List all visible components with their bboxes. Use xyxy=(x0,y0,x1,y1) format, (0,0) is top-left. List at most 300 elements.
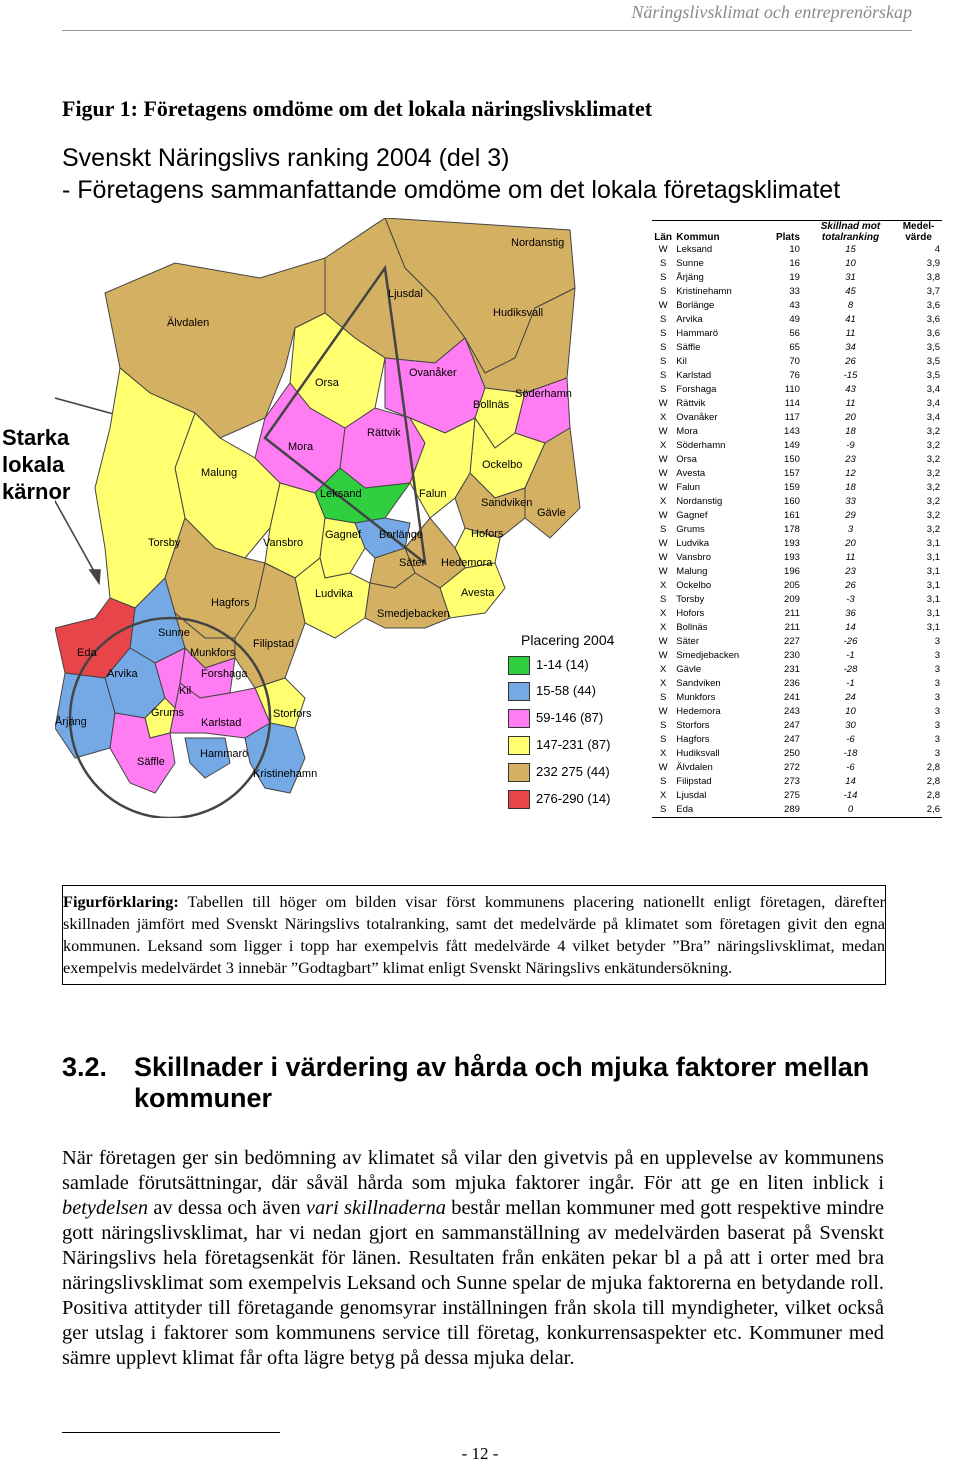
figure-subtitle-1: Svenskt Näringslivs ranking 2004 (del 3) xyxy=(62,144,510,172)
table-cell-skillnad: 26 xyxy=(845,580,856,591)
table-cell-plats: 10 xyxy=(789,244,800,255)
map-label-ljusdal: Ljusdal xyxy=(388,288,423,300)
table-cell-kommun: Torsby xyxy=(676,594,705,605)
table-cell-kommun: Filipstad xyxy=(676,776,712,787)
table-cell-plats: 231 xyxy=(784,664,800,675)
table-cell-plats: 49 xyxy=(789,314,800,325)
map-label-kristinehamn: Kristinehamn xyxy=(253,768,318,780)
th-kommun: Kommun xyxy=(674,221,754,244)
table-cell-skillnad: 11 xyxy=(845,398,856,409)
table-cell-medel: 3,8 xyxy=(926,272,940,283)
map-label-hedemora: Hedemora xyxy=(441,557,493,569)
map-label-smedjebacken: Smedjebacken xyxy=(377,608,450,620)
table-cell-plats: 247 xyxy=(784,720,800,731)
table-cell-plats: 157 xyxy=(784,468,800,479)
table-cell-lan: S xyxy=(659,342,667,353)
map-label-ockelbo: Ockelbo xyxy=(482,459,523,471)
table-cell-lan: S xyxy=(659,720,667,731)
table-cell-kommun: Munkfors xyxy=(676,692,716,703)
table-cell-plats: 272 xyxy=(784,762,800,773)
table-cell-skillnad: 3 xyxy=(847,524,854,535)
table-cell-plats: 56 xyxy=(789,328,800,339)
table-cell-medel: 3 xyxy=(934,734,940,745)
table-row xyxy=(652,481,942,495)
table-cell-kommun: Smedjebacken xyxy=(676,650,740,661)
legend-label: 59-146 (87) xyxy=(536,710,604,725)
legend-label: 147-231 (87) xyxy=(536,737,611,752)
body-emphasis-1: betydelsen xyxy=(62,1197,149,1219)
table-row xyxy=(652,341,942,355)
legend-label: 15-58 (44) xyxy=(536,683,596,698)
legend-swatch xyxy=(508,709,530,728)
section-title: Skillnader i värdering av hårda och mjuka faktorer mellan kommuner xyxy=(134,1052,870,1113)
table-row xyxy=(652,579,942,593)
table-cell-lan: S xyxy=(659,524,667,535)
table-cell-plats: 114 xyxy=(784,398,800,409)
table-cell-medel: 2,8 xyxy=(926,776,940,787)
table-cell-medel: 3 xyxy=(934,748,940,759)
table-cell-plats: 150 xyxy=(784,454,800,465)
table-cell-skillnad: 41 xyxy=(845,314,856,325)
table-row xyxy=(652,327,942,341)
map-label-hammaro: Hammarö xyxy=(200,748,249,760)
municipality-map xyxy=(55,218,585,818)
legend-swatch xyxy=(508,656,530,675)
table-cell-plats: 33 xyxy=(789,286,800,297)
table-cell-skillnad: 31 xyxy=(845,272,856,283)
map-label-falun: Falun xyxy=(419,488,447,500)
table-cell-plats: 159 xyxy=(784,482,800,493)
table-cell-medel: 3 xyxy=(934,636,940,647)
table-cell-kommun: Ovanåker xyxy=(676,412,718,423)
table-cell-plats: 273 xyxy=(784,776,800,787)
table-cell-medel: 3,6 xyxy=(926,300,940,311)
map-label-arvika: Arvika xyxy=(107,668,138,680)
table-cell-medel: 3 xyxy=(934,664,940,675)
table-cell-plats: 230 xyxy=(784,650,800,661)
map-label-kil: Kil xyxy=(179,685,192,697)
table-cell-skillnad: 14 xyxy=(845,622,856,633)
table-cell-skillnad: 18 xyxy=(845,482,856,493)
table-row xyxy=(652,411,942,425)
table-cell-plats: 178 xyxy=(784,524,800,535)
map-label-gagnef: Gagnef xyxy=(325,529,362,541)
table-cell-lan: S xyxy=(659,258,667,269)
table-row xyxy=(652,257,942,271)
map-label-alvdalen: Älvdalen xyxy=(167,317,210,329)
table-cell-lan: W xyxy=(658,566,668,577)
table-cell-skillnad: 10 xyxy=(845,706,856,717)
table-cell-plats: 76 xyxy=(789,370,800,381)
map-label-sunne: Sunne xyxy=(158,627,190,639)
table-cell-skillnad: 45 xyxy=(845,286,856,297)
table-cell-skillnad: 23 xyxy=(845,566,856,577)
table-cell-lan: W xyxy=(658,468,668,479)
table-cell-skillnad: 10 xyxy=(845,258,856,269)
table-cell-kommun: Hofors xyxy=(676,608,705,619)
table-cell-medel: 3,1 xyxy=(926,608,940,619)
legend-swatch xyxy=(508,790,530,809)
table-row xyxy=(652,425,942,439)
table-cell-kommun: Arvika xyxy=(676,314,703,325)
table-cell-lan: X xyxy=(659,496,667,507)
section-number: 3.2. xyxy=(62,1052,108,1082)
table-cell-lan: W xyxy=(658,552,668,563)
table-cell-plats: 161 xyxy=(784,510,800,521)
table-cell-medel: 3,2 xyxy=(926,468,940,479)
table-cell-lan: S xyxy=(659,272,667,283)
legend-swatch xyxy=(508,682,530,701)
table-cell-medel: 3,2 xyxy=(926,440,940,451)
map-label-sater: Säter xyxy=(399,557,426,569)
table-cell-lan: S xyxy=(659,776,667,787)
legend-label: 1-14 (14) xyxy=(536,657,589,672)
table-cell-lan: X xyxy=(659,412,667,423)
table-cell-plats: 16 xyxy=(789,258,800,269)
table-cell-skillnad: 24 xyxy=(845,692,856,703)
map-label-sandviken: Sandviken xyxy=(481,497,533,509)
table-cell-skillnad: 34 xyxy=(845,342,856,353)
table-row xyxy=(652,243,942,257)
map-label-torsby: Torsby xyxy=(148,537,181,549)
table-row xyxy=(652,607,942,621)
body-text-3: består mellan kommuner med gott respektive mindre gott näringslivsklimat, har vi nedan gjort en sammanställning av medelvärden baserat på Svenskt Näringslivs hela företagsenkät för länen. Resultaten från enkäten pekar bl a på att i orter med bra näringslivsklimat som exempelvis Leksand och Sunne spelar de mjuka faktorerna en betydande roll. Positiva attityder till företagande genomsyrar inställningen från skola till myndigheter, vilket också ger utslag i faktorer som kommunens service till företag, konkurrensaspekter etc. Kommuner med sämre upplevt klimat får ofta lägre betyg på dessa mjuka delar. xyxy=(62,1197,884,1369)
table-cell-kommun: Storfors xyxy=(676,720,710,731)
table-cell-skillnad: 15 xyxy=(845,244,856,255)
table-cell-medel: 4 xyxy=(934,244,940,255)
table-cell-medel: 3,2 xyxy=(926,482,940,493)
table-cell-lan: S xyxy=(659,734,667,745)
table-row xyxy=(652,593,942,607)
table-cell-plats: 70 xyxy=(789,356,800,367)
th-skillnad: Skillnad mot totalranking xyxy=(806,221,895,244)
table-cell-kommun: Säffle xyxy=(676,342,701,353)
table-cell-medel: 3,2 xyxy=(926,510,940,521)
legend-label: 276-290 (14) xyxy=(536,791,611,806)
table-row xyxy=(652,495,942,509)
table-cell-plats: 275 xyxy=(784,790,800,801)
table-cell-kommun: Hedemora xyxy=(676,706,721,717)
table-cell-plats: 236 xyxy=(784,678,800,689)
table-cell-skillnad: 36 xyxy=(845,608,856,619)
table-cell-lan: W xyxy=(658,650,668,661)
table-cell-medel: 3 xyxy=(934,678,940,689)
table-cell-lan: W xyxy=(658,398,668,409)
region-kristinehamn xyxy=(245,723,305,793)
table-row xyxy=(652,509,942,523)
table-cell-plats: 117 xyxy=(784,412,800,423)
table-cell-medel: 3,1 xyxy=(926,622,940,633)
table-cell-kommun: Nordanstig xyxy=(676,496,723,507)
table-cell-medel: 3,1 xyxy=(926,552,940,563)
table-cell-skillnad: 43 xyxy=(845,384,856,395)
table-cell-skillnad: 12 xyxy=(845,468,856,479)
table-cell-lan: X xyxy=(659,790,667,801)
table-row xyxy=(652,523,942,537)
table-cell-lan: W xyxy=(658,538,668,549)
table-row xyxy=(652,313,942,327)
table-cell-lan: W xyxy=(658,300,668,311)
footer-divider xyxy=(62,1432,280,1433)
table-row xyxy=(652,453,942,467)
table-row xyxy=(652,635,942,649)
table-row xyxy=(652,439,942,453)
table-cell-plats: 160 xyxy=(784,496,800,507)
table-cell-lan: W xyxy=(658,706,668,717)
map-label-filipstad: Filipstad xyxy=(253,638,294,650)
map-label-rattvik: Rättvik xyxy=(367,427,401,439)
map-label-borlange: Borlänge xyxy=(379,529,424,541)
running-header: Näringslivsklimat och entreprenörskap xyxy=(631,2,912,22)
th-plats: Plats xyxy=(755,221,806,244)
table-row xyxy=(652,691,942,705)
table-row xyxy=(652,663,942,677)
map-label-karlstad: Karlstad xyxy=(201,717,242,729)
table-cell-lan: S xyxy=(652,803,674,818)
table-cell-medel: 3,1 xyxy=(926,538,940,549)
table-cell-lan: W xyxy=(658,244,668,255)
ranking-table xyxy=(652,220,942,818)
strong-cores-label: Starka lokala kärnor xyxy=(2,425,71,504)
table-cell-kommun: Kristinehamn xyxy=(676,286,732,297)
table-cell-skillnad: -3 xyxy=(846,594,855,605)
table-cell-lan: X xyxy=(659,440,667,451)
table-cell-medel: 2,8 xyxy=(926,790,940,801)
table-row xyxy=(652,565,942,579)
map-label-bollnas: Bollnäs xyxy=(473,399,510,411)
table-cell-medel: 3,4 xyxy=(926,384,940,395)
table-cell-skillnad: 20 xyxy=(845,412,856,423)
table-row xyxy=(652,271,942,285)
explanation-lead: Figurförklaring: xyxy=(63,892,179,911)
table-cell-medel: 3,4 xyxy=(926,412,940,423)
table-row xyxy=(652,551,942,565)
table-cell-skillnad: -26 xyxy=(843,636,858,647)
table-cell-skillnad: 30 xyxy=(845,720,856,731)
table-cell-plats: 43 xyxy=(789,300,800,311)
table-row xyxy=(652,803,942,818)
table-cell-plats: 243 xyxy=(784,706,800,717)
table-cell-kommun: Karlstad xyxy=(676,370,712,381)
table-cell-medel: 3 xyxy=(934,720,940,731)
table-cell-skillnad: 23 xyxy=(845,454,856,465)
table-cell-lan: X xyxy=(659,664,667,675)
legend-label: 232 275 (44) xyxy=(536,764,610,779)
table-cell-lan: S xyxy=(659,286,667,297)
table-row xyxy=(652,705,942,719)
table-cell-kommun: Kil xyxy=(676,356,687,367)
table-row xyxy=(652,733,942,747)
table-cell-kommun: Grums xyxy=(676,524,705,535)
table-cell-lan: X xyxy=(659,622,667,633)
table-cell-skillnad: 26 xyxy=(845,356,856,367)
table-row xyxy=(652,537,942,551)
table-cell-skillnad: -15 xyxy=(843,370,858,381)
table-cell-lan: S xyxy=(659,594,667,605)
figure-subtitle-2: - Företagens sammanfattande omdöme om det lokala företagsklimatet xyxy=(62,176,841,204)
table-cell-kommun: Ljusdal xyxy=(676,790,707,801)
table-cell-skillnad: 33 xyxy=(845,496,856,507)
table-cell-skillnad: 0 xyxy=(806,803,895,818)
table-cell-skillnad: -14 xyxy=(843,790,858,801)
body-text-1: När företagen ger sin bedömning av klimatet så vilar den givetvis på en upplevelse av kommunens samlade förutsättningar, där såväl hårda som mjuka faktorer ingår. För att ge en liten inblick i xyxy=(62,1147,884,1194)
table-cell-plats: 211 xyxy=(784,622,800,633)
table-cell-skillnad: 8 xyxy=(847,300,854,311)
map-label-arjang: Årjäng xyxy=(55,716,87,728)
table-row xyxy=(652,775,942,789)
table-row xyxy=(652,467,942,481)
table-cell-skillnad: 14 xyxy=(845,776,856,787)
map-label-hudiksvall: Hudiksvall xyxy=(493,307,544,319)
table-cell-kommun: Forshaga xyxy=(676,384,717,395)
table-cell-medel: 3 xyxy=(934,650,940,661)
legend-swatch xyxy=(508,736,530,755)
table-cell-kommun: Älvdalen xyxy=(676,762,713,773)
map-label-forshaga: Forshaga xyxy=(201,668,248,680)
table-row xyxy=(652,383,942,397)
table-cell-medel: 3 xyxy=(934,692,940,703)
table-cell-skillnad: -9 xyxy=(846,440,855,451)
table-cell-medel: 3,1 xyxy=(926,580,940,591)
map-label-hagfors: Hagfors xyxy=(211,597,250,609)
map-label-vansbro: Vansbro xyxy=(263,537,304,549)
table-cell-kommun: Gagnef xyxy=(676,510,708,521)
table-row xyxy=(652,789,942,803)
table-cell-skillnad: -28 xyxy=(843,664,858,675)
table-cell-skillnad: 11 xyxy=(845,552,856,563)
body-text-2: av dessa och även xyxy=(148,1197,306,1219)
legend-swatch xyxy=(508,763,530,782)
table-cell-kommun: Falun xyxy=(676,482,701,493)
map-label-orsa: Orsa xyxy=(315,377,339,389)
figure-explanation xyxy=(62,885,886,985)
table-cell-kommun: Hudiksvall xyxy=(676,748,720,759)
table-cell-kommun: Borlänge xyxy=(676,300,715,311)
table-cell-plats: 19 xyxy=(789,272,800,283)
table-cell-medel: 3,1 xyxy=(926,594,940,605)
table-cell-kommun: Bollnäs xyxy=(676,622,708,633)
table-cell-skillnad: 20 xyxy=(845,538,856,549)
table-cell-medel: 3,5 xyxy=(926,356,940,367)
table-row xyxy=(652,299,942,313)
header-divider xyxy=(62,30,912,31)
map-label-ludvika: Ludvika xyxy=(315,588,353,600)
table-cell-lan: X xyxy=(659,678,667,689)
table-cell-medel: 3,2 xyxy=(926,496,940,507)
table-cell-medel: 3,4 xyxy=(926,398,940,409)
table-row xyxy=(652,621,942,635)
table-cell-medel: 3,1 xyxy=(926,566,940,577)
table-cell-plats: 205 xyxy=(784,580,800,591)
map-label-malung: Malung xyxy=(201,467,238,479)
table-cell-plats: 65 xyxy=(789,342,800,353)
table-cell-lan: X xyxy=(659,580,667,591)
table-row xyxy=(652,285,942,299)
table-row xyxy=(652,719,942,733)
map-label-nordanstig: Nordanstig xyxy=(511,237,565,249)
map-label-soderhamn: Söderhamn xyxy=(515,388,572,400)
table-cell-lan: W xyxy=(658,482,668,493)
table-row xyxy=(652,677,942,691)
table-cell-skillnad: -18 xyxy=(843,748,858,759)
map-label-mora: Mora xyxy=(288,441,314,453)
table-cell-skillnad: -1 xyxy=(846,650,855,661)
map-label-ovanaker: Ovanåker xyxy=(409,367,457,379)
table-row xyxy=(652,761,942,775)
table-cell-kommun: Orsa xyxy=(676,454,697,465)
table-cell-plats: 250 xyxy=(784,748,800,759)
ranking-table-body xyxy=(652,243,942,818)
legend-title: Placering 2004 xyxy=(521,632,615,648)
map-label-gavle: Gävle xyxy=(537,507,566,519)
map-label-eda: Eda xyxy=(77,647,97,659)
explanation-text: Tabellen till höger om bilden visar först kommunens placering nationellt enligt företagen, därefter skillnaden jämfört med Svenskt Näringslivs totalranking, samt det medelvärde på klimatet som företagen givit den egna kommunen. Leksand som ligger i topp har exempelvis fått medelvärde 4 vilket betyder ”Bra” näringslivsklimat, medan exempelvis medelvärdet 3 innebär ”Godtagbart” klimat enligt Svenskt Näringslivs enkätundersökning. xyxy=(63,892,885,977)
table-cell-skillnad: 11 xyxy=(845,328,856,339)
table-cell-medel: 3,2 xyxy=(926,426,940,437)
body-paragraph xyxy=(62,1146,884,1371)
table-cell-plats: 241 xyxy=(784,692,800,703)
map-label-munkfors: Munkfors xyxy=(190,647,236,659)
table-cell-kommun: Rättvik xyxy=(676,398,706,409)
table-cell-medel: 2,6 xyxy=(895,803,942,818)
table-cell-medel: 3,2 xyxy=(926,454,940,465)
th-medel: Medel-värde xyxy=(895,221,942,244)
table-cell-lan: S xyxy=(659,370,667,381)
table-cell-kommun: Sandviken xyxy=(676,678,721,689)
table-cell-kommun: Årjäng xyxy=(676,272,704,283)
table-cell-kommun: Hagfors xyxy=(676,734,710,745)
map-label-saffle: Säffle xyxy=(137,756,165,768)
page-number: - 12 - xyxy=(461,1444,499,1463)
table-cell-kommun: Ludvika xyxy=(676,538,710,549)
table-cell-kommun: Vansbro xyxy=(676,552,711,563)
table-row xyxy=(652,747,942,761)
table-row xyxy=(652,397,942,411)
table-cell-kommun: Avesta xyxy=(676,468,706,479)
table-cell-lan: S xyxy=(659,692,667,703)
map-label-leksand: Leksand xyxy=(320,488,362,500)
table-cell-plats: 211 xyxy=(784,608,800,619)
table-cell-kommun: Säter xyxy=(676,636,700,647)
table-cell-lan: W xyxy=(658,510,668,521)
table-cell-plats: 227 xyxy=(784,636,800,647)
table-cell-kommun: Sunne xyxy=(676,258,704,269)
table-cell-skillnad: -6 xyxy=(846,734,855,745)
table-cell-medel: 3,7 xyxy=(926,286,940,297)
table-cell-lan: S xyxy=(659,314,667,325)
table-cell-medel: 2,8 xyxy=(926,762,940,773)
table-cell-plats: 193 xyxy=(784,538,800,549)
map-label-avesta: Avesta xyxy=(461,587,495,599)
table-cell-kommun: Mora xyxy=(676,426,698,437)
table-cell-skillnad: 29 xyxy=(845,510,856,521)
table-cell-medel: 3,5 xyxy=(926,342,940,353)
table-cell-plats: 110 xyxy=(784,384,800,395)
table-cell-plats: 289 xyxy=(755,803,806,818)
table-cell-kommun: Hammarö xyxy=(676,328,718,339)
table-cell-plats: 196 xyxy=(784,566,800,577)
body-emphasis-2: vari skillnaderna xyxy=(305,1197,446,1219)
table-cell-medel: 3,9 xyxy=(926,258,940,269)
map-label-grums: Grums xyxy=(151,707,184,719)
table-row xyxy=(652,369,942,383)
table-cell-kommun: Leksand xyxy=(676,244,713,255)
table-cell-kommun: Gävle xyxy=(676,664,702,675)
table-cell-plats: 193 xyxy=(784,552,800,563)
table-cell-kommun: Malung xyxy=(676,566,708,577)
table-cell-plats: 247 xyxy=(784,734,800,745)
table-cell-lan: W xyxy=(658,636,668,647)
